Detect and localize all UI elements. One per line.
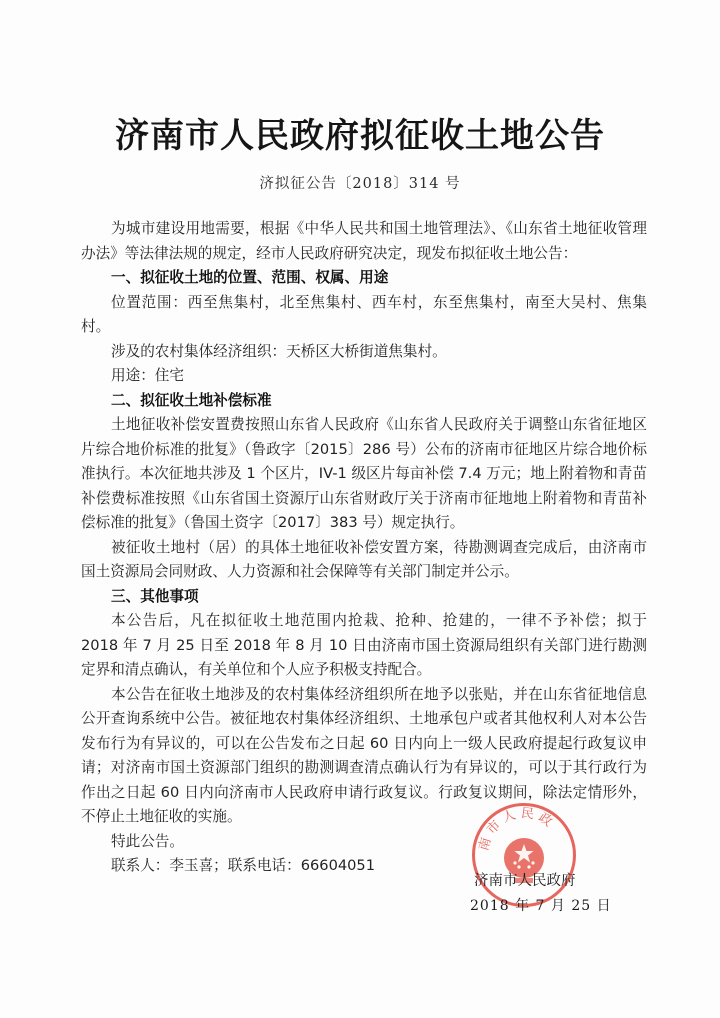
- collective-organization: 涉及的农村集体经济组织：天桥区大桥街道焦集村。: [111, 342, 447, 360]
- official-seal: [472, 803, 576, 907]
- contact-info: 联系人：李玉喜；联系电话：66604051: [111, 857, 375, 874]
- section-heading-2: 二、拟征收土地补偿标准: [111, 391, 272, 409]
- signature-date: 2018 年 7 月 25 日: [470, 898, 612, 914]
- paragraph-compensation-plan: 被征收土地村（居）的具体土地征收补偿安置方案，待勘测调查完成后，由济南市国土资源局会同财政、人力资源和社会保障等有关部门制定并公示。: [81, 538, 647, 580]
- svg-text:南市人民政: 南市人民政: [476, 806, 558, 853]
- land-use: 用途：住宅: [111, 367, 184, 384]
- paragraph-review-rights: 本公告在征收土地涉及的农村集体经济组织所在地予以张贴，并在山东省征地信息公开查询系统中公告。被征地农村集体经济组织、土地承包户或者其他权利人对本公告发布行为有异议的，可以在公告发布之日起 60 日内向上一级人民政府提起行政复议申请；对济南市国土资源部门组织的勘测调查清点确认行为有异议的，可以于其行政行为作出之日起 60 日内向济南市人民政府申请行政复议。行政复议期间，除法定情形外，不停止土地征收的实施。: [81, 685, 647, 825]
- signature-authority: 济南市人民政府: [474, 873, 576, 889]
- section-heading-3: 三、其他事项: [111, 587, 199, 605]
- section-heading-1: 一、拟征收土地的位置、范围、权属、用途: [111, 269, 389, 286]
- document-body: [81, 217, 647, 879]
- paragraph-intro: 为城市建设用地需要，根据《中华人民共和国土地管理法》、《山东省土地征收管理办法》等法律法规的规定，经市人民政府研究决定，现发布拟征收土地公告：: [81, 220, 647, 262]
- paragraph-survey-notice: 本公告后，凡在拟征收土地范围内抢栽、抢种、抢建的，一律不予补偿；拟于 2018 年 7 月 25 日至 2018 年 8 月 10 日由济南市国土资源局组织有关部门进行勘测定界和清点确认，有关单位和个人应予积极支持配合。: [81, 612, 647, 678]
- location-range: 位置范围：西至焦集村，北至焦集村、西车村，东至焦集村，南至大吴村、焦集村。: [81, 293, 647, 335]
- document-number: 济拟征公告〔2018〕314 号: [259, 176, 461, 192]
- document-title: 济南市人民政府拟征收土地公告: [115, 116, 605, 156]
- closing-statement: 特此公告。: [111, 832, 184, 850]
- paragraph-compensation-standard: 土地征收补偿安置费按照山东省人民政府《山东省人民政府关于调整山东省征地区片综合地价标准的批复》（鲁政字〔2015〕286 号）公布的济南市征地区片综合地价标准执行。本次征地共涉及 1 个区片，IV-1 级区片每亩补偿 7.4 万元；地上附着物和青苗补偿费标准按照《山东省国土资源厅山东省财政厅关于济南市征地地上附着物和青苗补偿标准的批复》（鲁国土资字〔2017〕383 号）规定执行。: [81, 416, 647, 531]
